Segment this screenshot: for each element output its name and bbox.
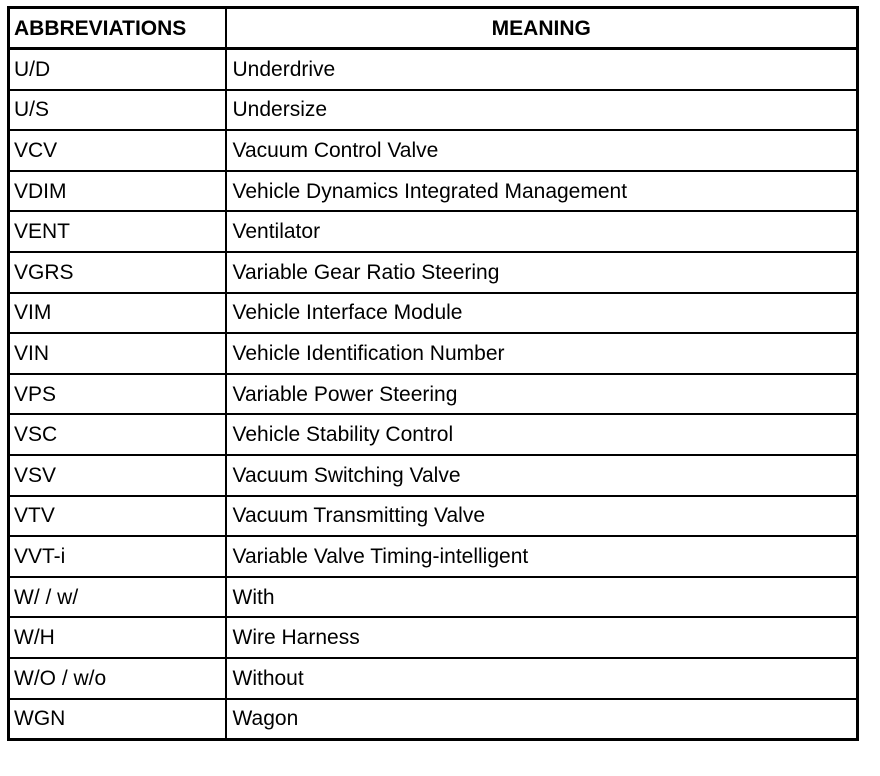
abbreviation-cell: VTV: [9, 496, 226, 537]
meaning-cell: Vehicle Identification Number: [226, 333, 858, 374]
table-row: [9, 171, 858, 212]
header-abbreviations: ABBREVIATIONS: [9, 8, 226, 49]
abbreviation-cell: W/ / w/: [9, 577, 226, 618]
meaning-cell: Vehicle Stability Control: [226, 414, 858, 455]
meaning-cell: Variable Power Steering: [226, 374, 858, 415]
meaning-cell: Vacuum Switching Valve: [226, 455, 858, 496]
meaning-cell: Variable Valve Timing-intelligent: [226, 536, 858, 577]
meaning-cell: Vacuum Control Valve: [226, 130, 858, 171]
table-row: [9, 699, 858, 740]
table-row: [9, 414, 858, 455]
abbreviation-cell: VCV: [9, 130, 226, 171]
meaning-cell: Wire Harness: [226, 617, 858, 658]
table-header-row: [9, 8, 858, 49]
meaning-cell: Underdrive: [226, 49, 858, 90]
meaning-cell: Vacuum Transmitting Valve: [226, 496, 858, 537]
abbreviation-cell: W/O / w/o: [9, 658, 226, 699]
abbreviation-cell: U/S: [9, 90, 226, 131]
table-row: [9, 455, 858, 496]
table-row: [9, 130, 858, 171]
abbreviation-cell: W/H: [9, 617, 226, 658]
table-row: [9, 252, 858, 293]
abbreviation-cell: VDIM: [9, 171, 226, 212]
abbreviation-cell: VSC: [9, 414, 226, 455]
table-body: [9, 49, 858, 740]
table-row: [9, 536, 858, 577]
meaning-cell: With: [226, 577, 858, 618]
table-row: [9, 617, 858, 658]
table-row: [9, 658, 858, 699]
abbreviation-cell: VSV: [9, 455, 226, 496]
table-row: [9, 49, 858, 90]
abbreviation-cell: VIM: [9, 293, 226, 334]
meaning-cell: Variable Gear Ratio Steering: [226, 252, 858, 293]
table-row: [9, 90, 858, 131]
header-meaning: MEANING: [226, 8, 858, 49]
table-row: [9, 293, 858, 334]
abbreviation-cell: VIN: [9, 333, 226, 374]
table-row: [9, 577, 858, 618]
abbreviation-cell: VPS: [9, 374, 226, 415]
meaning-cell: Wagon: [226, 699, 858, 740]
abbreviation-cell: WGN: [9, 699, 226, 740]
abbreviation-cell: U/D: [9, 49, 226, 90]
table-row: [9, 211, 858, 252]
abbreviations-table: [7, 6, 859, 741]
table-row: [9, 333, 858, 374]
meaning-cell: Without: [226, 658, 858, 699]
meaning-cell: Ventilator: [226, 211, 858, 252]
table-row: [9, 496, 858, 537]
meaning-cell: Undersize: [226, 90, 858, 131]
abbreviation-cell: VENT: [9, 211, 226, 252]
abbreviation-cell: VVT-i: [9, 536, 226, 577]
abbreviation-cell: VGRS: [9, 252, 226, 293]
meaning-cell: Vehicle Interface Module: [226, 293, 858, 334]
meaning-cell: Vehicle Dynamics Integrated Management: [226, 171, 858, 212]
table-row: [9, 374, 858, 415]
